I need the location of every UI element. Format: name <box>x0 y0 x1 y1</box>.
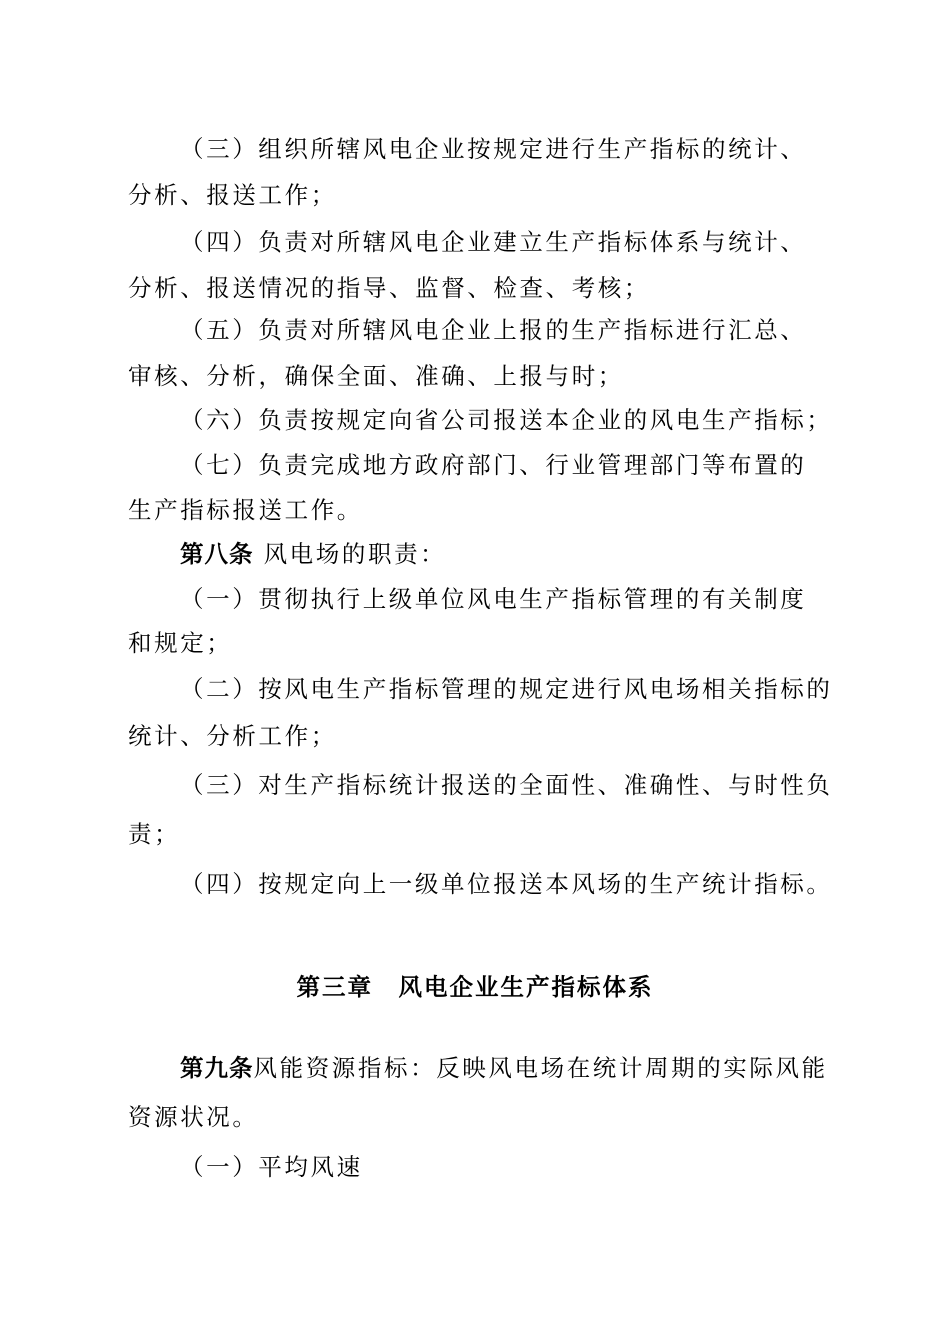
article-8-item-2-line-2: 统计、分析工作； <box>128 722 337 750</box>
paragraph-4-line-1: （四）负责对所辖风电企业建立生产指标体系与统计、 <box>180 228 807 256</box>
article-8-text: 风电场的职责： <box>253 540 447 568</box>
article-8-item-2-line-1: （二）按风电生产指标管理的规定进行风电场相关指标的 <box>180 675 833 703</box>
chapter-3-title: 第三章 风电企业生产指标体系 <box>296 973 654 1001</box>
article-8-heading <box>180 540 880 568</box>
paragraph-3-line-1: （三）组织所辖风电企业按规定进行生产指标的统计、 <box>180 135 807 163</box>
article-9-line-1 <box>180 1054 880 1082</box>
article-9-item-1: （一）平均风速 <box>180 1153 363 1181</box>
article-8-item-3-line-2: 责； <box>128 820 181 848</box>
paragraph-5-line-2: 审核、分析，确保全面、准确、上报与时； <box>128 362 624 390</box>
article-8-item-1-line-1: （一）贯彻执行上级单位风电生产指标管理的有关制度 <box>180 585 807 613</box>
article-9-line-2: 资源状况。 <box>128 1103 259 1131</box>
article-8-label: 第八条 <box>180 540 254 568</box>
article-8-item-3-line-1: （三）对生产指标统计报送的全面性、准确性、与时性负 <box>180 771 833 799</box>
article-8-item-4-line-1: （四）按规定向上一级单位报送本风场的生产统计指标。 <box>180 870 833 898</box>
paragraph-7-line-2: 生产指标报送工作。 <box>128 496 363 524</box>
article-9-text: 风能资源指标：反映风电场在统计周期的实际风能 <box>253 1054 828 1082</box>
paragraph-7-line-1: （七）负责完成地方政府部门、行业管理部门等布置的 <box>180 451 807 479</box>
paragraph-4-line-2: 分析、报送情况的指导、监督、检查、考核； <box>128 274 650 302</box>
paragraph-6-line-1: （六）负责按规定向省公司报送本企业的风电生产指标； <box>180 406 833 434</box>
paragraph-3-line-2: 分析、报送工作； <box>128 181 337 209</box>
article-9-label: 第九条 <box>180 1054 254 1082</box>
article-8-item-1-line-2: 和规定； <box>128 629 233 657</box>
paragraph-5-line-1: （五）负责对所辖风电企业上报的生产指标进行汇总、 <box>180 316 807 344</box>
